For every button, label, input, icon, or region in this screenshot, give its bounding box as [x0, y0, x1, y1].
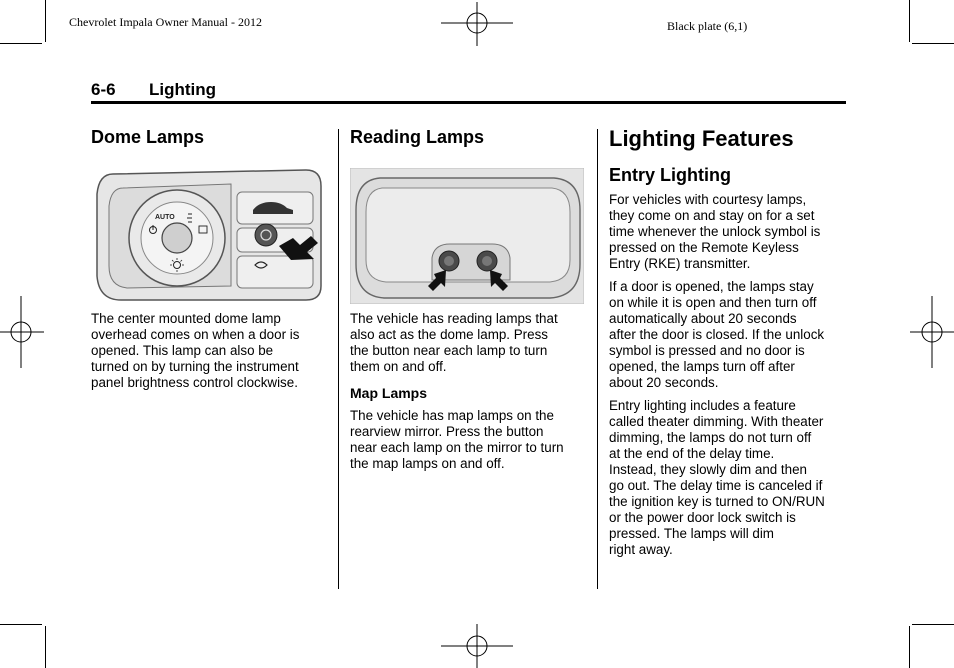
crop-mark-bottom-left-v — [45, 626, 46, 668]
crop-mark-top-left-v — [45, 0, 46, 42]
crop-mark-bottom-right-h — [912, 624, 954, 625]
section-name: Lighting — [149, 80, 217, 99]
section-number: 6-6 — [91, 80, 116, 99]
crop-mark-top-right-v — [909, 0, 910, 42]
map-lamps-heading: Map Lamps — [350, 385, 428, 401]
entry-lighting-paragraph-3: Entry lighting includes a feature called theater dimming. With theater dimming, the lamps do not turn off at the end of the delay time. Instead, they slowly dim and then go out. The delay time is canceled if the ignition key is turned to ON/RUN or the power door lock switch is pressed. The lamps will dim right away. — [609, 398, 825, 557]
entry-lighting-paragraph-2: If a door is opened, the lamps stay on while it is open and then turn off automatically about 20 seconds after the door is closed. If the unlock symbol is pressed and no door is opened, the lamps turn off after about 20 seconds. — [609, 279, 825, 390]
auto-label: AUTO — [155, 214, 175, 221]
crop-mark-top-right-h — [912, 43, 954, 44]
lighting-features-title: Lighting Features — [609, 126, 794, 151]
entry-lighting-paragraph-1: For vehicles with courtesy lamps, they come on and stay on for a set time whenever the unlock symbol is pressed on the Remote Keyless Entry (RKE) transmitter. — [609, 192, 821, 271]
reading-lamps-heading: Reading Lamps — [350, 127, 485, 147]
crop-mark-bottom-right-v — [909, 626, 910, 668]
crop-mark-top-left-h — [0, 43, 42, 44]
column-divider-1 — [338, 129, 339, 589]
entry-lighting-heading: Entry Lighting — [609, 165, 731, 185]
dome-lamps-body: The center mounted dome lamp overhead comes on when a door is opened. This lamp can also be turned on by turning the instrument panel brightness control clockwise. — [91, 311, 300, 390]
dome-lamps-heading: Dome Lamps — [91, 127, 205, 147]
section-header — [91, 80, 216, 100]
registration-mark-left — [0, 296, 44, 368]
dome-lamp-control-figure — [91, 166, 325, 304]
registration-mark-bottom — [441, 624, 513, 668]
registration-mark-top — [441, 2, 513, 46]
registration-mark-right — [910, 296, 954, 368]
column-divider-2 — [597, 129, 598, 589]
manual-title: Chevrolet Impala Owner Manual - 2012 — [69, 15, 262, 29]
plate-label: Black plate (6,1) — [667, 19, 748, 33]
section-rule — [91, 101, 846, 104]
map-lamps-body: The vehicle has map lamps on the rearview mirror. Press the button near each lamp on the mirror to turn the map lamps on and off. — [350, 408, 564, 471]
crop-mark-bottom-left-h — [0, 624, 42, 625]
reading-lamps-body: The vehicle has reading lamps that also act as the dome lamp. Press the button near each lamp to turn them on and off. — [350, 311, 558, 374]
reading-lamps-figure — [350, 168, 584, 304]
